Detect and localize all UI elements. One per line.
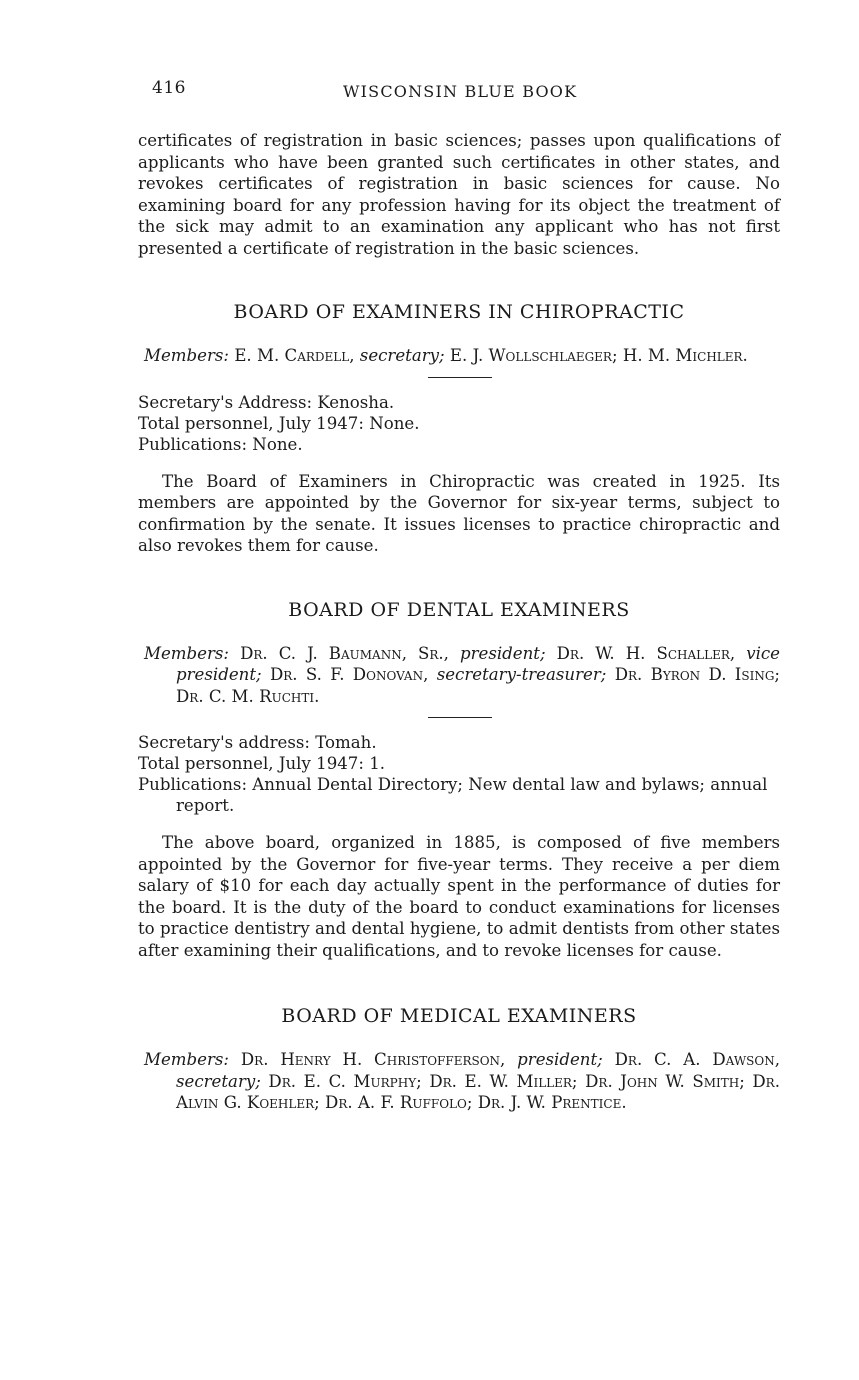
member-role: vice president; xyxy=(176,643,780,684)
member-name: Dr. J. W. Prentice. xyxy=(477,1093,627,1112)
chiropractic-facts xyxy=(138,392,780,455)
chiropractic-board-title: BOARD OF EXAMINERS IN CHIROPRACTIC xyxy=(233,301,685,323)
member-role: secretary-treasurer; xyxy=(436,665,607,684)
member-name: Dr. Henry H. Christofferson, xyxy=(240,1050,506,1069)
members-label: Members: xyxy=(144,643,230,663)
intro-paragraph: certificates of registration in basic sciences; passes upon qualifications of applicants who have been granted such certificates in other states, and revokes certificates of registration in basic sciences for cause. No examining board for any profession having for its object the treatment of the sick may admit to an examination any applicant who has not first presented a certificate of registration in the basic sciences. xyxy=(138,131,780,258)
section-divider xyxy=(428,717,492,718)
member-role: president; xyxy=(517,1050,603,1069)
member-role: secretary; xyxy=(176,1071,261,1091)
member-name: E. J. Wollschlaeger; xyxy=(449,346,618,365)
member-name: Dr. E. C. Murphy; xyxy=(268,1071,422,1091)
member-role: secretary; xyxy=(359,346,445,365)
medical-members xyxy=(138,1049,780,1114)
member-name: Dr. C. M. Ruchti. xyxy=(176,686,320,706)
chiropractic-members xyxy=(138,345,780,367)
member-name: Dr. Alvin G. Koehler; xyxy=(176,1071,780,1112)
member-name: Dr. W. H. Schaller, xyxy=(556,643,736,663)
member-name: Dr. A. F. Ruffolo; xyxy=(325,1093,473,1112)
member-name: Dr. S. F. Donovan, xyxy=(269,665,429,684)
members-label: Members: xyxy=(144,346,230,365)
member-name: Dr. C. A. Dawson, xyxy=(614,1050,781,1069)
running-header xyxy=(138,78,780,108)
section-divider xyxy=(428,377,492,378)
dental-members xyxy=(138,643,780,708)
member-name: Dr. John W. Smith; xyxy=(585,1071,745,1091)
secretary-address: Secretary's address: Tomah. xyxy=(138,733,377,752)
total-personnel: Total personnel, July 1947: 1. xyxy=(138,754,386,773)
secretary-address: Secretary's Address: Kenosha. xyxy=(138,392,395,412)
publications: Publications: None. xyxy=(138,434,303,454)
member-name: Dr. Byron D. Ising; xyxy=(614,665,781,684)
publications: Publications: Annual Dental Directory; New dental law and bylaws; annual report. xyxy=(138,775,768,815)
total-personnel: Total personnel, July 1947: None. xyxy=(138,413,420,433)
chiropractic-description: The Board of Examiners in Chiropractic was created in 1925. Its members are appointed by the Governor for six-year terms, subject to confirmation by the senate. It issues licenses to practice chiropractic and also revokes them for cause. xyxy=(138,471,780,555)
member-name: H. M. Michler. xyxy=(622,346,748,365)
dental-board-title: BOARD OF DENTAL EXAMINERS xyxy=(288,598,630,621)
member-name: E. M. Cardell, xyxy=(234,346,355,365)
member-name: Dr. E. W. Miller; xyxy=(429,1071,578,1091)
page-number: 416 xyxy=(152,78,186,98)
medical-board-title: BOARD OF MEDICAL EXAMINERS xyxy=(281,1005,637,1027)
member-name: Dr. C. J. Baumann, Sr., xyxy=(240,643,449,663)
member-role: president; xyxy=(459,643,546,663)
members-label: Members: xyxy=(144,1050,230,1069)
dental-description: The above board, organized in 1885, is composed of five members appointed by the Governor for five-year terms. They receive a per diem salary of $10 for each day actually spent in the performance of duties for the board. It is the duty of the board to conduct examinations for licenses to practice dentistry and dental hygiene, to admit dentists from other states after examining their qualifications, and to revoke licenses for cause. xyxy=(138,833,780,960)
book-page xyxy=(138,78,780,1114)
running-title: WISCONSIN BLUE BOOK xyxy=(343,82,578,101)
dental-facts xyxy=(138,732,780,816)
